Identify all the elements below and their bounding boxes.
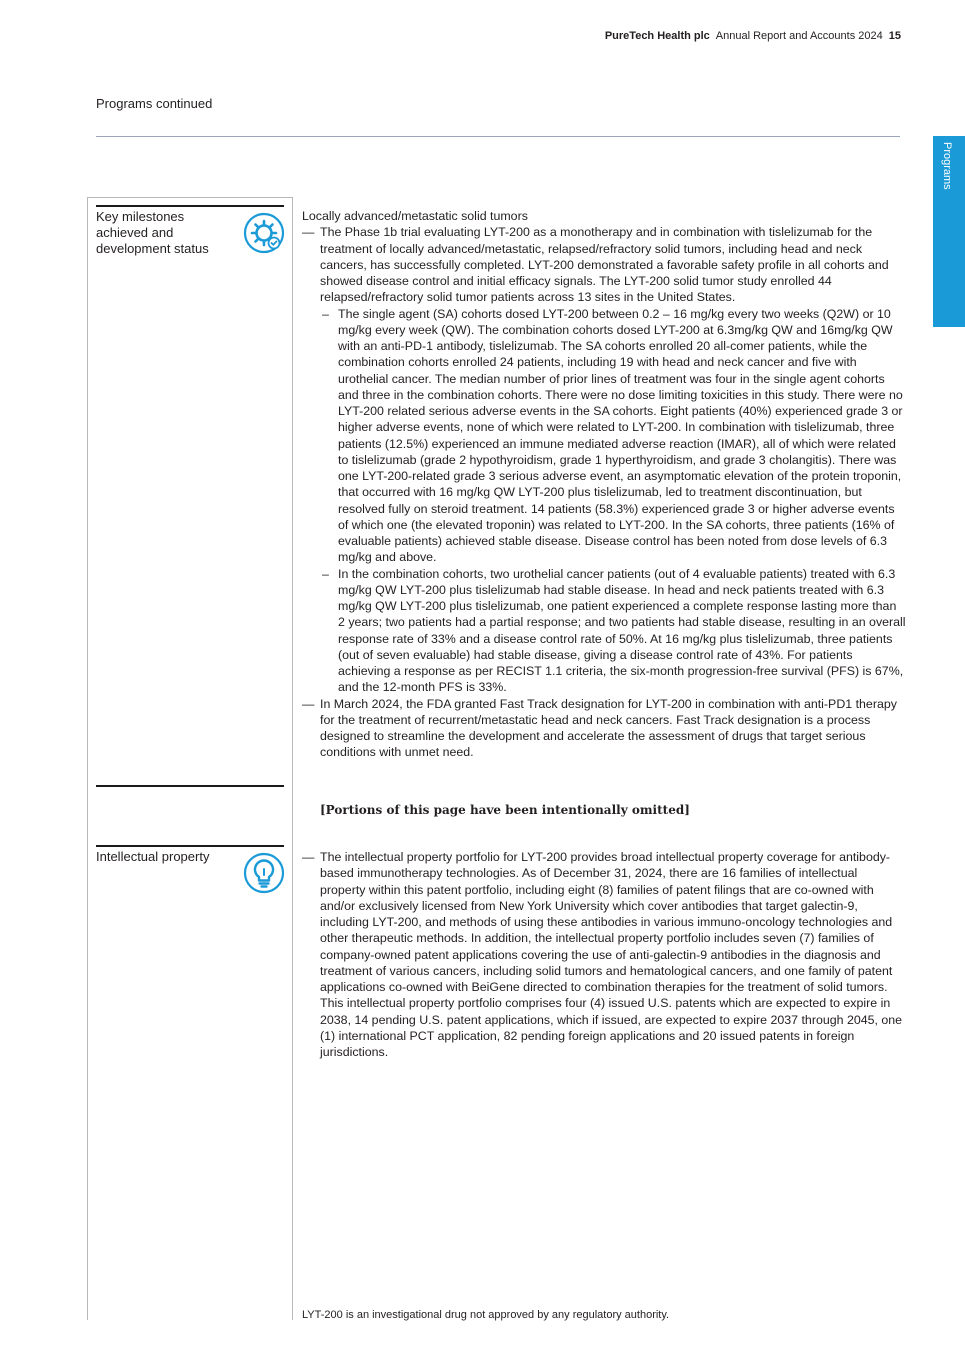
frame-top-line bbox=[87, 197, 293, 198]
page-number: 15 bbox=[888, 30, 901, 42]
milestone-bullet: — In March 2024, the FDA granted Fast Track designation for LYT-200 in combination with anti-PD1 therapy for the treatment of recurrent/metastatic head and neck cancers. Fast Track designation is a process designed to streamline the development and accelerate the assessment of drugs that target serious conditions with unmet need. bbox=[302, 696, 906, 761]
milestones-label: Key milestones achieved and development status bbox=[96, 209, 209, 256]
milestones-label-rule bbox=[96, 205, 284, 207]
footnote: LYT-200 is an investigational drug not approved by any regulatory authority. bbox=[302, 1309, 670, 1321]
milestone-sub-bullet: – In the combination cohorts, two urothelial cancer patients (out of 4 evaluable patients) treated with 6.3 mg/kg QW LYT-200 plus tislelizumab had stable disease. In head and neck patients treated with 6.3 mg/kg QW LYT-200 plus tislelizumab, one patient experienced a complete response lasting more than 2 years; two patients had a partial response; and two patients had stable disease, resulting in an overall response rate of 33% and a disease control rate of 50%. At 16 mg/kg plus tislelizumab, three patients (out of seven evaluable) had stable disease, giving a disease control rate of 43%. For patients achieving a response as per RECIST 1.1 criteria, the six-month progression-free survival (PFS) is 67%, and the 12-month PFS is 33%. bbox=[302, 566, 906, 696]
milestones-content bbox=[302, 208, 906, 761]
ip-bullet: — The intellectual property portfolio for LYT-200 provides broad intellectual property coverage for antibody-based immunotherapy technologies. As of December 31, 2024, there are 16 families of intellectual property within this patent portfolio, including eight (8) families of patent filings that are co-owned with and/or exclusively licensed from New York University which cover antibodies that target galectin-9, including LYT-200, and methods of using these antibodies in various immuno-oncology technologies and other therapeutic methods. In addition, the intellectual property portfolio includes seven (7) families of company-owned patent applications covering the use of anti-galectin-9 antibodies in the diagnosis and treatment of various cancers, including solid tumors and hematological cancers, and one family of patent applications co-owned with BeiGene directed to combination therapies for the treatment of solid tumors. This intellectual property portfolio comprises four (4) issued U.S. patents which are expected to expire in 2038, 14 pending U.S. patent applications, which if issued, are expected to expire 2037 through 2045, one (1) international PCT application, 82 pending foreign applications and 20 issued patents in foreign jurisdictions. bbox=[302, 849, 906, 1060]
milestones-heading: Locally advanced/metastatic solid tumors bbox=[302, 209, 528, 223]
right-frame-line bbox=[292, 197, 293, 1320]
programs-side-tab[interactable] bbox=[933, 136, 965, 327]
ip-content bbox=[302, 849, 906, 1060]
ip-label-rule bbox=[96, 845, 284, 847]
milestone-bullet: — The Phase 1b trial evaluating LYT-200 as a monotherapy and in combination with tislelizumab for the treatment of locally advanced/metastatic, relapsed/refractory solid tumors, including head and neck cancers, has successfully completed. LYT-200 demonstrated a favorable safety profile in all cohorts and showed disease control and initial efficacy signals. The LYT-200 solid tumor study enrolled 44 relapsed/refractory solid tumor patients across 13 sites in the United States. bbox=[302, 224, 906, 305]
lightbulb-icon bbox=[243, 852, 285, 894]
gear-check-icon bbox=[243, 212, 285, 254]
report-title: Annual Report and Accounts 2024 bbox=[715, 30, 883, 42]
top-divider bbox=[96, 136, 900, 137]
ip-label: Intellectual property bbox=[96, 849, 210, 864]
page-header bbox=[605, 30, 901, 42]
milestones-end-rule bbox=[96, 785, 284, 787]
left-frame-line bbox=[87, 197, 88, 1320]
omitted-note: [Portions of this page have been intentionally omitted] bbox=[320, 803, 690, 817]
milestone-sub-bullet: – The single agent (SA) cohorts dosed LYT-200 between 0.2 – 16 mg/kg every two weeks (Q2W) or 10 mg/kg every week (QW). The combination cohorts dosed LYT-200 at 6.3mg/kg QW and 16mg/kg QW with an anti-PD-1 antibody, tislelizumab. The SA cohorts enrolled 20 all-comer patients, while the combination cohorts enrolled 24 patients, including 19 with head and neck cancer and five with urothelial cancer. The median number of prior lines of treatment was four in the single agent cohorts and three in the combination cohorts. There were no dose limiting toxicities in this study. There were no LYT-200 related serious adverse events in the SA cohorts. Eight patients (40%) experienced grade 3 or higher adverse events, none of which were related to LYT-200. In combination with tislelizumab, three patients (12.5%) experienced an immune mediated adverse reaction (IMAR), all of which were related to tislelizumab (grade 2 hypothyroidism, grade 1 hyperthyroidism, and grade 3 cholangitis). There was one LYT-200-related grade 3 serious adverse event, an asymptomatic elevation of the protein troponin, that occurred with 16 mg/kg QW LYT-200 plus tislelizumab, led to treatment discontinuation, but resolved fully on steroid treatment. 14 patients (58.3%) experienced grade 3 or higher adverse events of which one (the elevated troponin) was related to LYT-200. In the SA cohorts, three patients (16% of evaluable patients) achieved stable disease. Disease control has been noted from dose levels of 6.3 mg/kg and above. bbox=[302, 306, 906, 566]
side-tab-label: Programs bbox=[941, 142, 953, 190]
company-name: PureTech Health plc bbox=[604, 30, 710, 42]
section-label: Programs continued bbox=[96, 96, 213, 111]
